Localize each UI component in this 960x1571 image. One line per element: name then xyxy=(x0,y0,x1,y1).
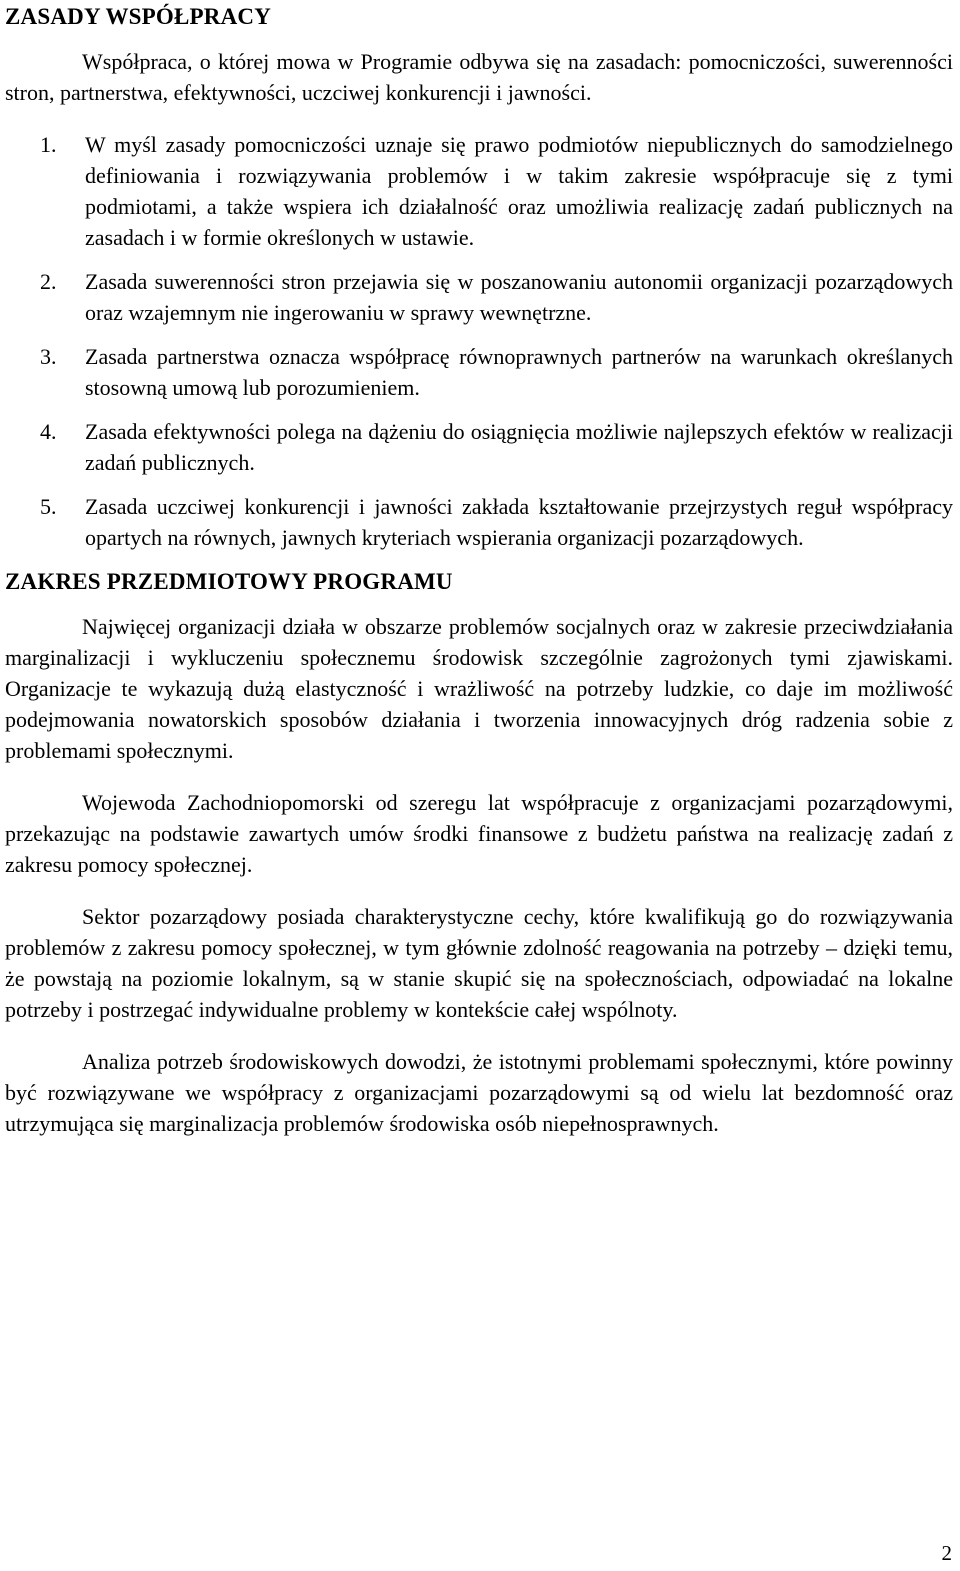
list-item-text: W myśl zasady pomocniczości uznaje się prawo podmiotów niepublicznych do samodzielnego definiowania i rozwiązywania problemów i w takim zakresie współpracuje się z tymi podmiotami, a także wspiera ich działalność oraz umożliwia realizację zadań publicznych na zasadach i w formie określonych w ustawie. xyxy=(85,132,953,250)
section-heading-principles: ZASADY WSPÓŁPRACY xyxy=(5,4,272,29)
scope-paragraph: Najwięcej organizacji działa w obszarze problemów socjalnych oraz w zakresie przeciwdziałania marginalizacji i wykluczeniu społecznemu środowisk szczególnie zagrożonych tymi zjawiskami. Organizacje te wykazują dużą elastyczność i wrażliwość na potrzeby ludzkie, co daje im możliwość podejmowania nowatorskich sposobów działania i tworzenia innowacyjnych dróg radzenia sobie z problemami społecznymi. xyxy=(5,614,953,763)
section-heading-scope: ZAKRES PRZEDMIOTOWY PROGRAMU xyxy=(5,569,453,594)
document-body xyxy=(5,2,953,1139)
list-item-text: Zasada efektywności polega na dążeniu do osiągnięcia możliwie najlepszych efektów w realizacji zadań publicznych. xyxy=(85,419,953,475)
list-item xyxy=(5,416,953,478)
list-item-text: Zasada suwerenności stron przejawia się w poszanowaniu autonomii organizacji pozarządowych oraz wzajemnym nie ingerowaniu w sprawy wewnętrzne. xyxy=(85,269,953,325)
list-item-number: 2. xyxy=(40,269,57,294)
scope-paragraph: Analiza potrzeb środowiskowych dowodzi, że istotnymi problemami społecznymi, które powinny być rozwiązywane we współpracy z organizacjami pozarządowymi są od wielu lat bezdomność oraz utrzymująca się marginalizacja problemów środowiska osób niepełnosprawnych. xyxy=(5,1049,953,1136)
list-item-number: 1. xyxy=(40,132,57,157)
list-item xyxy=(5,491,953,553)
scope-paragraph: Wojewoda Zachodniopomorski od szeregu lat współpracuje z organizacjami pozarządowymi, przekazując na podstawie zawartych umów środki finansowe z budżetu państwa na realizację zadań z zakresu pomocy społecznej. xyxy=(5,790,953,877)
principles-intro-paragraph: Współpraca, o której mowa w Programie odbywa się na zasadach: pomocniczości, suwerenności stron, partnerstwa, efektywności, uczciwej konkurencji i jawności. xyxy=(5,49,953,105)
principles-list xyxy=(5,129,953,553)
list-item-text: Zasada uczciwej konkurencji i jawności zakłada kształtowanie przejrzystych reguł współpracy opartych na równych, jawnych kryteriach wspierania organizacji pozarządowych. xyxy=(85,494,953,550)
list-item xyxy=(5,266,953,328)
list-item xyxy=(5,341,953,403)
list-item-text: Zasada partnerstwa oznacza współpracę równoprawnych partnerów na warunkach określanych stosowną umową lub porozumieniem. xyxy=(85,344,953,400)
page-number: 2 xyxy=(941,1541,952,1565)
scope-paragraph: Sektor pozarządowy posiada charakterystyczne cechy, które kwalifikują go do rozwiązywania problemów z zakresu pomocy społecznej, w tym głównie zdolność reagowania na potrzeby – dzięki temu, że powstają na poziomie lokalnym, są w stanie skupić się na społecznościach, odpowiadać na lokalne potrzeby i postrzegać indywidualne problemy w kontekście całej wspólnoty. xyxy=(5,904,953,1022)
list-item-number: 5. xyxy=(40,494,57,519)
list-item-number: 3. xyxy=(40,344,57,369)
list-item-number: 4. xyxy=(40,419,57,444)
list-item xyxy=(5,129,953,253)
